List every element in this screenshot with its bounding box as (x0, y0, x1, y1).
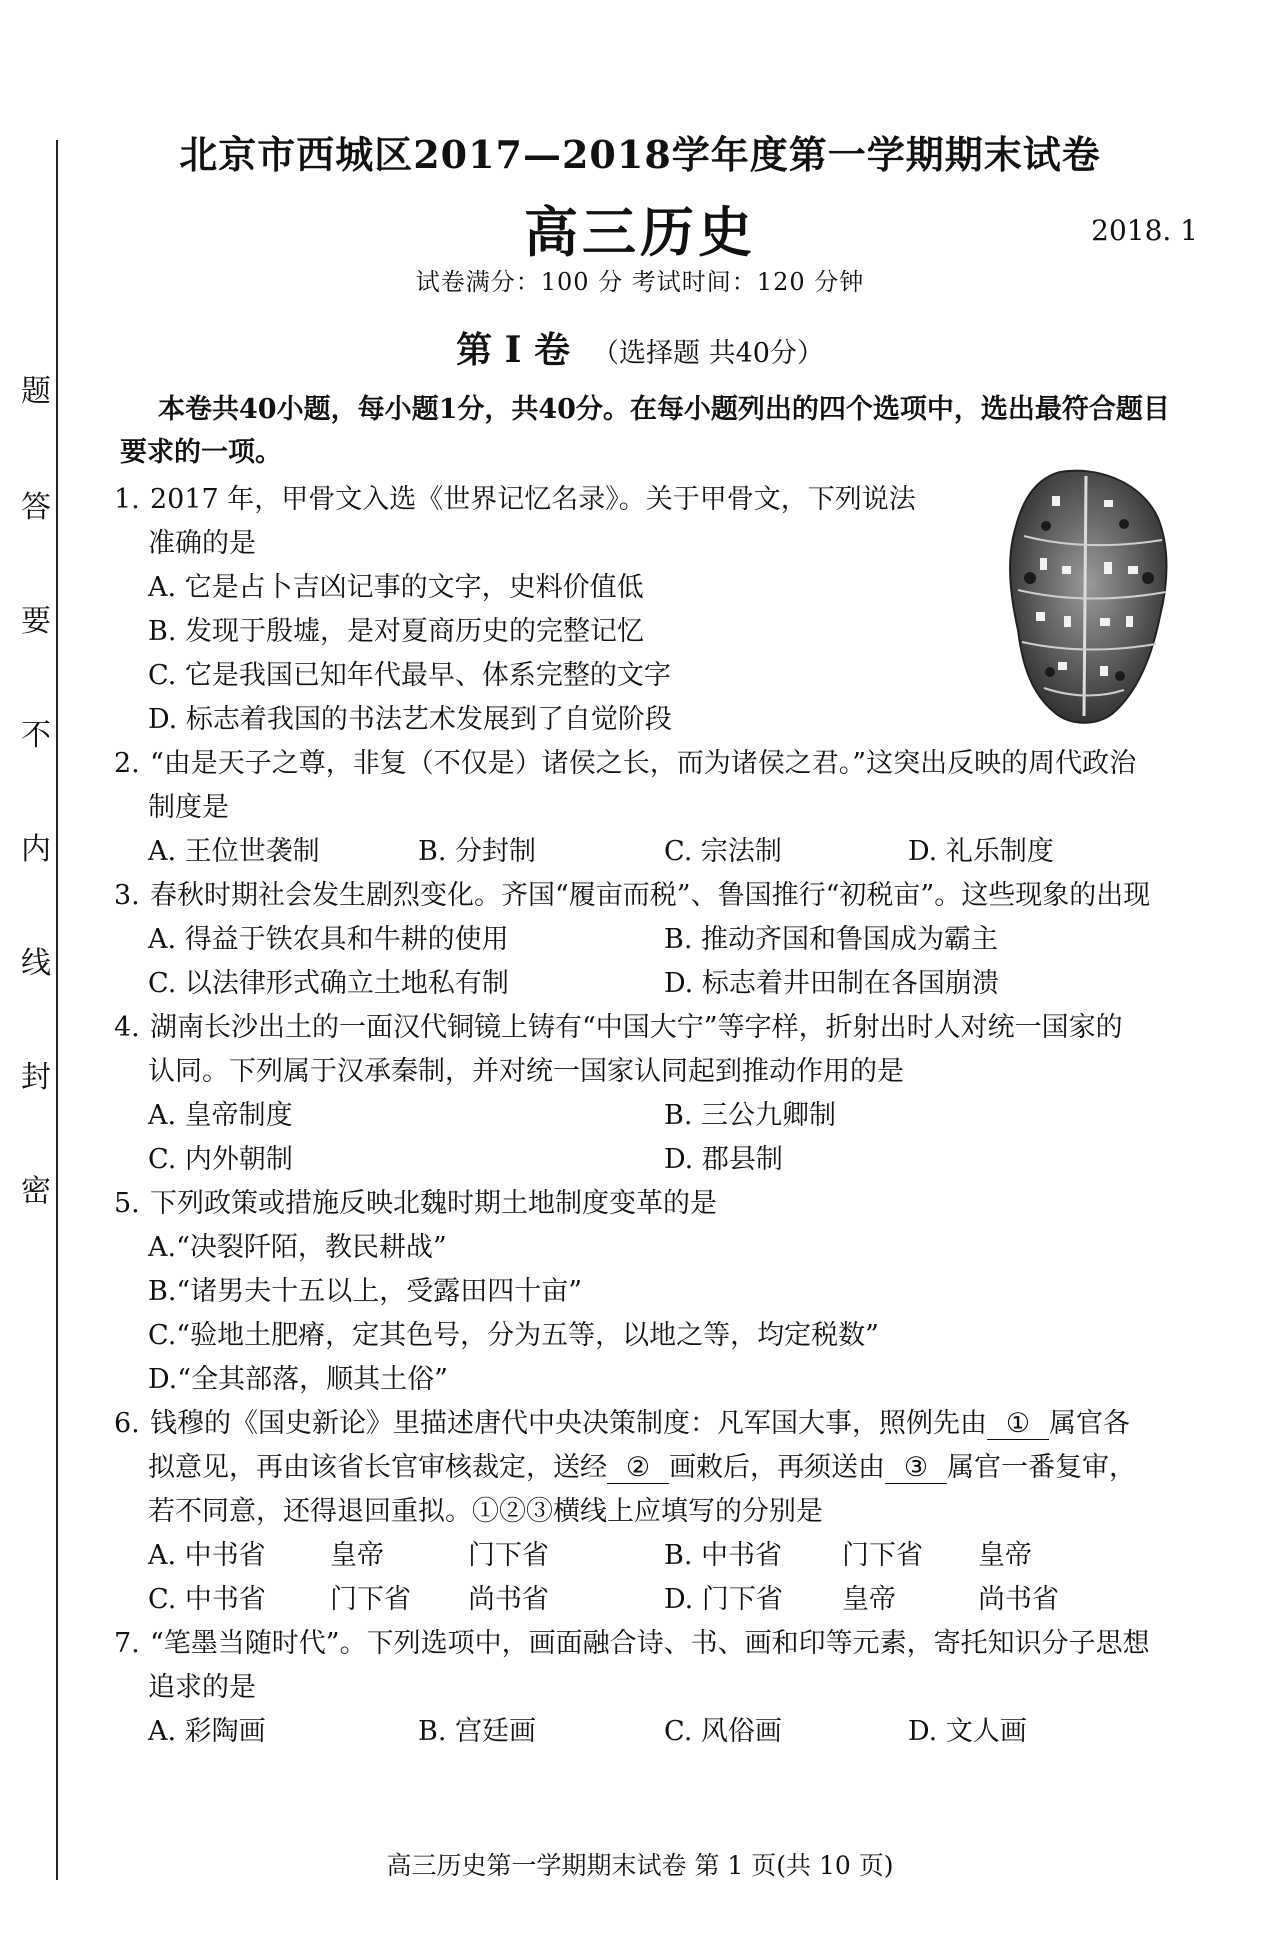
option-d: D. 礼乐制度 (908, 836, 1054, 867)
option-b-item: 门下省 (842, 1540, 923, 1571)
option-b: B. 宫廷画 (418, 1716, 537, 1747)
binding-margin-line (56, 140, 58, 1880)
option-a: A. 皇帝制度 (148, 1100, 293, 1131)
option-d: D. 文人画 (908, 1716, 1027, 1747)
section-heading (0, 322, 1280, 373)
page-footer: 高三历史第一学期期末试卷 第 1 页(共 10 页) (386, 1851, 894, 1880)
section-note: （选择题 共40分） (591, 338, 824, 369)
question-number: 4. (114, 1012, 140, 1043)
option-a: A. 王位世袭制 (148, 836, 320, 867)
question-stem (114, 874, 1194, 917)
option-c: C.“验地土肥瘠，定其色号，分为五等，以地之等，均定税数” (148, 1320, 879, 1351)
option-a-item: 门下省 (468, 1540, 549, 1571)
margin-notice-char: 答 (21, 490, 51, 525)
option-b: B.“诸男夫十五以上，受露田四十亩” (148, 1276, 583, 1307)
exam-title: 北京市西城区2017—2018学年度第一学期期末试卷 (179, 132, 1101, 177)
option-a: A. 得益于铁农具和牛耕的使用 (148, 924, 509, 955)
option-b: B. 分封制 (418, 836, 537, 867)
option-a: A.“决裂阡陌，教民耕战” (148, 1232, 447, 1263)
question-stem-line: 追求的是 (148, 1672, 256, 1703)
exam-date: 2018. 1 (1091, 214, 1198, 247)
option-c: C. 它是我国已知年代最早、体系完整的文字 (148, 660, 671, 691)
stem-text: 属官一番复审， (947, 1452, 1136, 1483)
question-stem-line: 钱穆的《国史新论》里描述唐代中央决策制度：凡军国大事，照例先由 (150, 1408, 987, 1439)
option-a-label: A. 中书省 (148, 1540, 266, 1571)
option-d-label: D. 门下省 (664, 1584, 783, 1615)
question-number: 7. (114, 1628, 140, 1659)
stem-text: 拟意见，再由该省长官审核裁定，送经 (148, 1452, 607, 1483)
question-stem-line: 若不同意，还得退回重拟。①②③横线上应填写的分别是 (148, 1496, 823, 1527)
margin-notice-char: 题 (21, 374, 51, 409)
question-stem-line: 认同。下列属于汉承秦制，并对统一国家认同起到推动作用的是 (148, 1056, 904, 1087)
option-d-item: 皇帝 (842, 1584, 896, 1615)
margin-notice-char: 不 (21, 718, 51, 753)
option-c-item: 尚书省 (468, 1584, 549, 1615)
option-d: D. 标志着井田制在各国崩溃 (664, 968, 999, 999)
option-d-item: 尚书省 (978, 1584, 1059, 1615)
question-stem (114, 1182, 1194, 1225)
margin-notice-char: 内 (21, 832, 51, 867)
option-d: D. 郡县制 (664, 1144, 783, 1175)
question-stem-line: 准确的是 (148, 528, 256, 559)
fill-blank: ① (987, 1409, 1049, 1440)
fill-blank: ② (607, 1453, 669, 1484)
option-c: C. 内外朝制 (148, 1144, 293, 1175)
question-stem (114, 1006, 1194, 1049)
question-stem-line: 制度是 (148, 792, 229, 823)
question-stem (114, 1622, 1194, 1665)
question-number: 5. (114, 1188, 140, 1219)
option-b: B. 三公九卿制 (664, 1100, 837, 1131)
option-b-item: 皇帝 (978, 1540, 1032, 1571)
option-c: C. 宗法制 (664, 836, 782, 867)
option-c: C. 风俗画 (664, 1716, 782, 1747)
question-stem-line: 下列政策或措施反映北魏时期土地制度变革的是 (150, 1188, 717, 1219)
section-label: 第 I 卷 (456, 329, 570, 371)
margin-notice-char: 封 (21, 1060, 51, 1095)
option-b: B. 发现于殷墟，是对夏商历史的完整记忆 (148, 616, 645, 647)
question-stem-line: 属官各 (1049, 1408, 1130, 1439)
option-a: A. 彩陶画 (148, 1716, 266, 1747)
exam-subject: 高三历史 (524, 200, 756, 264)
exam-meta: 试卷满分：100 分 考试时间：120 分钟 (415, 268, 865, 296)
question-stem-line: “笔墨当随时代”。下列选项中，画面融合诗、书、画和印等元素，寄托知识分子思想 (150, 1628, 1150, 1659)
question-stem (114, 742, 1194, 785)
question-stem-line: 春秋时期社会发生剧烈变化。齐国“履亩而税”、鲁国推行“初税亩”。这些现象的出现 (150, 880, 1151, 911)
option-c-item: 门下省 (330, 1584, 411, 1615)
option-c-label: C. 中书省 (148, 1584, 266, 1615)
question-number: 6. (114, 1408, 140, 1439)
option-b: B. 推动齐国和鲁国成为霸主 (664, 924, 999, 955)
option-a: A. 它是占卜吉凶记事的文字，史料价值低 (148, 572, 644, 603)
question-number: 2. (114, 748, 140, 779)
option-c: C. 以法律形式确立土地私有制 (148, 968, 509, 999)
fill-blank: ③ (885, 1453, 947, 1484)
option-d: D. 标志着我国的书法艺术发展到了自觉阶段 (148, 704, 672, 735)
stem-text: 画敕后，再须送由 (669, 1452, 885, 1483)
question-stem-line: 2017 年，甲骨文入选《世界记忆名录》。关于甲骨文，下列说法 (150, 484, 916, 515)
margin-notice-char: 密 (21, 1174, 51, 1209)
question-stem (114, 1402, 1194, 1445)
instructions: 本卷共40小题，每小题1分，共40分。在每小题列出的四个选项中，选出最符合题目要求的一项。 (120, 394, 1170, 468)
question-number: 1. (114, 484, 140, 515)
question-stem-line (148, 1446, 1188, 1489)
option-d: D.“全其部落，顺其土俗” (148, 1364, 448, 1395)
question-stem-line: 湖南长沙出土的一面汉代铜镜上铸有“中国大宁”等字样，折射出时人对统一国家的 (150, 1012, 1123, 1043)
question-stem-line: “由是天子之尊，非复（不仅是）诸侯之长，而为诸侯之君。”这突出反映的周代政治 (150, 748, 1137, 779)
margin-notice-char: 要 (21, 604, 51, 639)
oracle-bone-image (1000, 466, 1172, 728)
margin-notice-char: 线 (21, 946, 51, 981)
option-b-label: B. 中书省 (664, 1540, 783, 1571)
option-a-item: 皇帝 (330, 1540, 384, 1571)
question-number: 3. (114, 880, 140, 911)
